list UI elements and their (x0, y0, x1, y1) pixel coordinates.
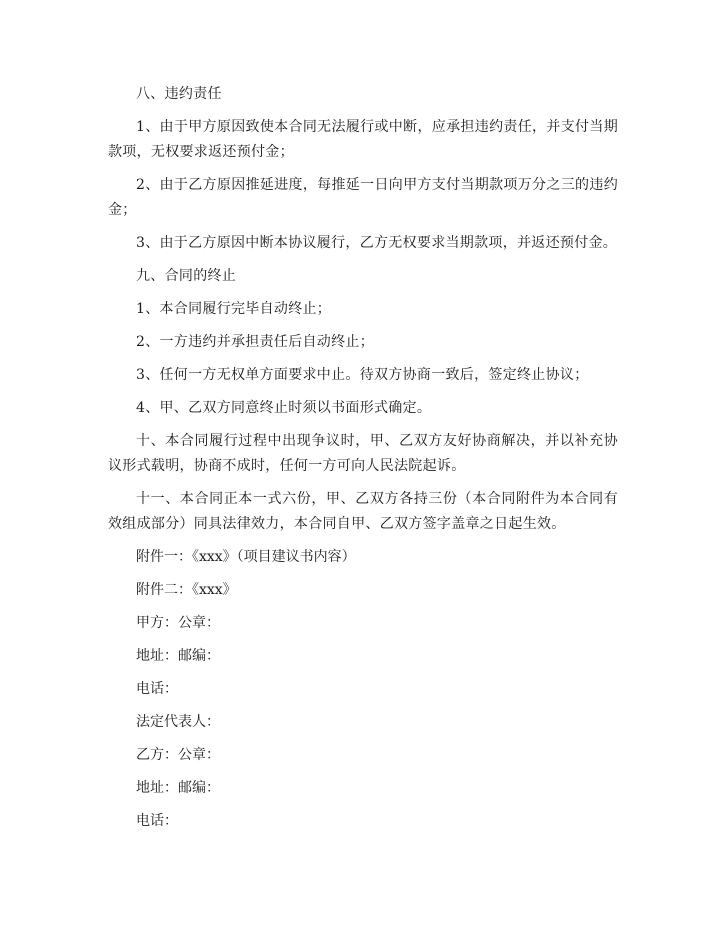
clause-breach-1: 1、由于甲方原因致使本合同无法履行或中断，应承担违约责任，并支付当期款项，无权要求返还预付金； (108, 119, 618, 160)
clause-termination-2: 2、一方违约并承担责任后自动终止； (136, 334, 375, 350)
party-a-phone: 电话： (136, 681, 178, 697)
party-b-address: 地址：邮编： (136, 780, 220, 796)
party-a-legal-rep: 法定代表人： (136, 714, 220, 730)
party-a-seal: 甲方：公章： (136, 615, 220, 631)
clause-copies: 十一、本合同正本一式六份，甲、乙双方各持三份（本合同附件为本合同有效组成部分）同具法律效力，本合同自甲、乙双方签字盖章之日起生效。 (108, 491, 618, 532)
clause-termination-1: 1、本合同履行完毕自动终止； (136, 301, 332, 317)
section-heading-termination: 九、合同的终止 (136, 268, 237, 284)
party-b-phone: 电话： (136, 813, 178, 829)
clause-breach-3: 3、由于乙方原因中断本协议履行，乙方无权要求当期款项，并返还预付金。 (136, 235, 618, 251)
party-b-seal: 乙方：公章： (136, 747, 220, 763)
attachment-2: 附件二：《xxx》 (136, 582, 237, 598)
clause-dispute: 十、本合同履行过程中出现争议时，甲、乙双方友好协商解决，并以补充协议形式载明，协商不成时，任何一方可向人民法院起诉。 (108, 433, 618, 474)
clause-termination-4: 4、甲、乙双方同意终止时须以书面形式确定。 (136, 400, 432, 416)
attachment-1: 附件一：《xxx》（项目建议书内容） (136, 549, 356, 565)
document-body (108, 82, 618, 842)
party-a-address: 地址：邮编： (136, 648, 220, 664)
clause-termination-3: 3、任何一方无权单方面要求中止。待双方协商一致后，签定终止协议； (136, 367, 589, 383)
clause-breach-2: 2、由于乙方原因推延进度，每推延一日向甲方支付当期款项万分之三的违约金； (108, 177, 618, 218)
section-heading-breach: 八、违约责任 (136, 86, 222, 102)
